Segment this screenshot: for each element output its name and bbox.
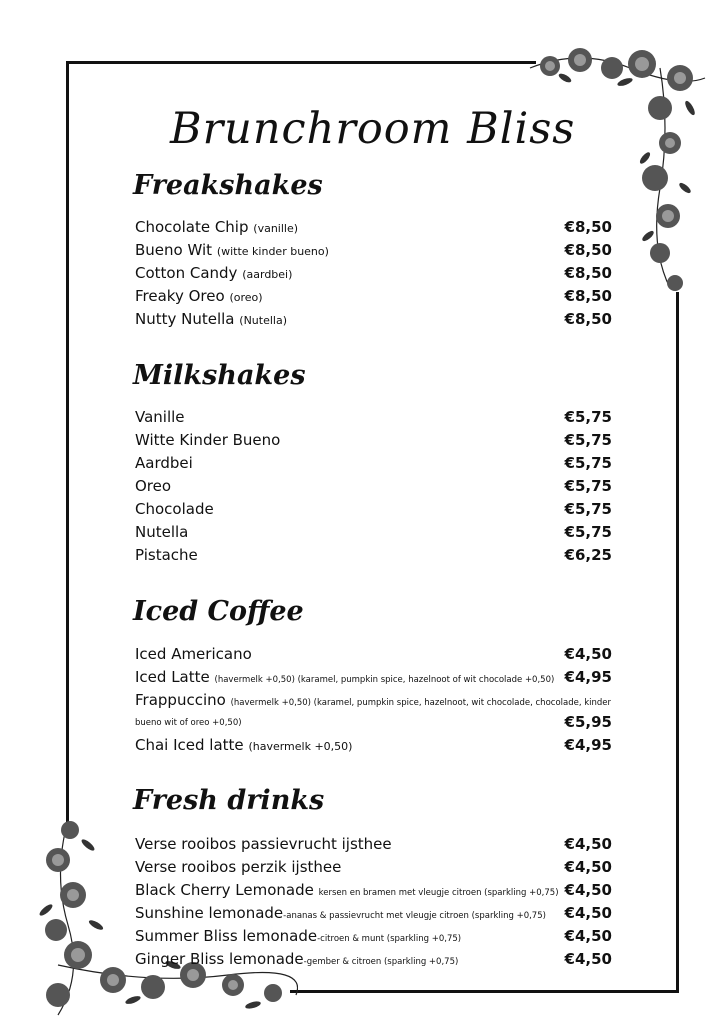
- item-note: kersen en bramen met vleugje citroen (sparkling +0,75): [318, 888, 559, 898]
- item-price: €4,50: [564, 927, 612, 945]
- section-heading-iced-coffee: Iced Coffee: [133, 596, 304, 627]
- item-price: €4,50: [564, 835, 612, 853]
- item-price: €8,50: [564, 264, 612, 282]
- item-price: €4,50: [564, 881, 612, 899]
- menu-item: [135, 521, 612, 543]
- item-price: €5,75: [564, 431, 612, 449]
- item-price: €4,50: [564, 645, 612, 663]
- section-heading-milkshakes: Milkshakes: [133, 360, 306, 391]
- item-name: Oreo: [135, 477, 172, 495]
- item-name: Black Cherry Lemonade: [135, 881, 314, 899]
- item-price: €8,50: [564, 287, 612, 305]
- item-name: Chai Iced latte: [135, 736, 244, 754]
- frame-top-border: [66, 61, 536, 64]
- item-note: -citroen & munt (sparkling +0,75): [317, 934, 462, 944]
- item-price: €8,50: [564, 218, 612, 236]
- item-name: Frappuccino: [135, 691, 226, 709]
- item-name: Sunshine lemonade: [135, 904, 284, 922]
- item-name: Summer Bliss lemonade: [135, 927, 318, 945]
- menu-title: Brunchroom Bliss: [170, 104, 576, 154]
- section-heading-fresh-drinks: Fresh drinks: [133, 785, 325, 816]
- item-name: Aardbei: [135, 454, 193, 472]
- item-note: -gember & citroen (sparkling +0,75): [303, 957, 459, 967]
- menu-item-price-row: [564, 711, 612, 733]
- menu-item: [135, 216, 612, 238]
- menu-item: [135, 902, 612, 924]
- menu-item: [135, 925, 612, 947]
- item-note: -ananas & passievrucht met vleugje citroen (sparkling +0,75): [283, 911, 546, 921]
- menu-item: [135, 429, 612, 451]
- section-heading-freakshakes: Freakshakes: [133, 170, 323, 201]
- item-name: Pistache: [135, 546, 198, 564]
- item-price: €8,50: [564, 241, 612, 259]
- item-name: Chocolate Chip: [135, 218, 249, 236]
- item-price: €4,95: [564, 668, 612, 686]
- item-note: (oreo): [229, 291, 263, 304]
- item-note: (vanille): [253, 222, 299, 235]
- item-price: €5,95: [564, 713, 612, 731]
- menu-item: [135, 734, 612, 756]
- item-name: Iced Latte: [135, 668, 210, 686]
- item-name: Chocolade: [135, 500, 214, 518]
- item-note: (Nutella): [239, 314, 287, 327]
- menu-item: [135, 452, 612, 474]
- item-note: (havermelk +0,50) (karamel, pumpkin spice, hazelnoot of wit chocolade +0,50): [214, 675, 555, 685]
- item-name: Verse rooibos perzik ijsthee: [135, 858, 342, 876]
- item-note: (aardbei): [242, 268, 293, 281]
- menu-item: [135, 239, 612, 261]
- item-note-continued: bueno wit of oreo +0,50): [135, 718, 242, 728]
- menu-item: [135, 643, 612, 665]
- menu-item: [135, 689, 612, 711]
- menu-item: [135, 666, 612, 688]
- item-name: Ginger Bliss lemonade: [135, 950, 304, 968]
- item-price: €4,50: [564, 904, 612, 922]
- item-note: (havermelk +0,50) (karamel, pumpkin spice, hazelnoot, wit chocolade, chocolade, kinder: [230, 698, 612, 708]
- item-price: €5,75: [564, 477, 612, 495]
- item-price: €6,25: [564, 546, 612, 564]
- item-price: €5,75: [564, 500, 612, 518]
- menu-item: [135, 262, 612, 284]
- menu-item: [135, 544, 612, 566]
- item-name: Cotton Candy: [135, 264, 238, 282]
- item-name: Verse rooibos passievrucht ijsthee: [135, 835, 392, 853]
- item-price: €4,50: [564, 858, 612, 876]
- menu-item: [135, 285, 612, 307]
- item-name: Witte Kinder Bueno: [135, 431, 281, 449]
- item-name: Nutty Nutella: [135, 310, 235, 328]
- item-price: €4,50: [564, 950, 612, 968]
- item-name: Vanille: [135, 408, 185, 426]
- menu-item: [135, 498, 612, 520]
- frame-bottom-border: [290, 990, 679, 993]
- item-name: Iced Americano: [135, 645, 252, 663]
- frame-left-border: [66, 61, 69, 831]
- item-price: €5,75: [564, 523, 612, 541]
- item-price: €5,75: [564, 454, 612, 472]
- item-note: (havermelk +0,50): [248, 740, 353, 753]
- menu-item: [135, 856, 612, 878]
- frame-right-border: [676, 292, 679, 992]
- item-name: Bueno Wit: [135, 241, 213, 259]
- item-note: (witte kinder bueno): [216, 245, 329, 258]
- menu-item: [135, 406, 612, 428]
- menu-item: [135, 475, 612, 497]
- item-price: €8,50: [564, 310, 612, 328]
- menu-item: [135, 833, 612, 855]
- menu-item: [135, 879, 612, 901]
- item-price: €4,95: [564, 736, 612, 754]
- menu-item: [135, 308, 612, 330]
- item-name: Nutella: [135, 523, 189, 541]
- menu-item: [135, 948, 612, 970]
- item-price: €5,75: [564, 408, 612, 426]
- item-name: Freaky Oreo: [135, 287, 225, 305]
